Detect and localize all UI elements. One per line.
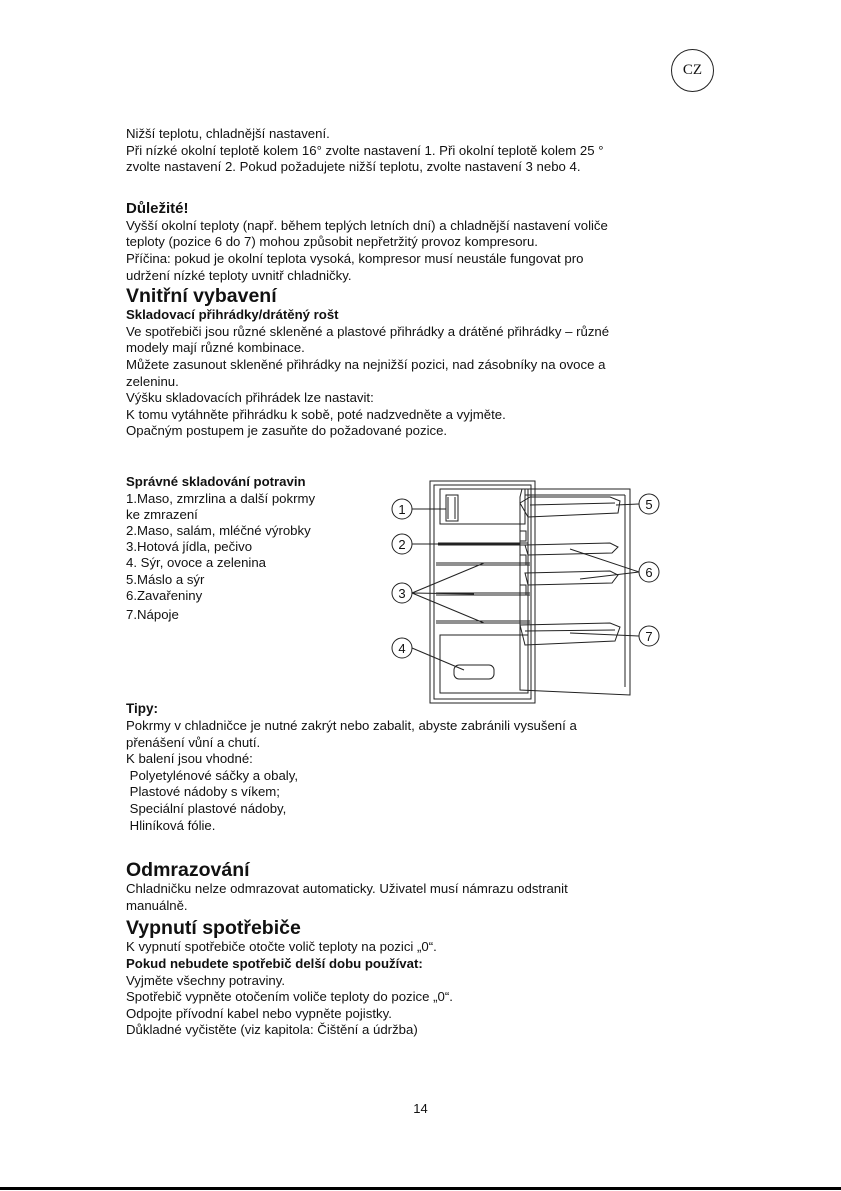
callout-label: 6 — [645, 565, 653, 580]
important-line: Vyšší okolní teploty (např. během teplých letních dní) a chladnější nastavení voliče — [126, 217, 608, 233]
callout-label: 2 — [398, 537, 406, 552]
intro-line: Při nízké okolní teplotě kolem 16° zvolte nastavení 1. Při okolní teplotě kolem 25 ° — [126, 142, 604, 158]
storage-item: 7.Nápoje — [126, 607, 179, 623]
main-content — [126, 126, 726, 440]
crisper-drawer — [440, 635, 528, 693]
equipment-line: Můžete zasunout skleněné přihrádky na nejnižší pozici, nad zásobníky na ovoce a — [126, 356, 606, 372]
tips-line: Pokrmy v chladničce je nutné zakrýt nebo zabalit, abyste zabránili vysušení a — [126, 718, 577, 733]
door-outline — [520, 489, 630, 695]
intro-line: zvolte nastavení 2. Pokud požadujete nižší teplotu, zvolte nastavení 3 nebo 4. — [126, 159, 581, 175]
callout-label: 5 — [645, 497, 653, 512]
page-number: 14 — [413, 1101, 428, 1116]
defrost-heading: Odmrazování — [126, 859, 250, 882]
switchoff-line: Spotřebič vypněte otočením voliče teploty do pozice „0“. — [126, 989, 453, 1005]
callout-label: 4 — [398, 641, 406, 656]
important-section — [126, 200, 726, 284]
storage-item: ke zmrazení — [126, 506, 198, 522]
defrost-section — [126, 859, 726, 914]
storage-item: 4. Sýr, ovoce a zelenina — [126, 555, 267, 571]
equipment-line: K tomu vytáhněte přihrádku k sobě, poté nadzvedněte a vyjměte. — [126, 406, 506, 422]
storage-item: 6.Zavařeniny — [126, 587, 203, 603]
tips-line: K balení jsou vhodné: — [126, 751, 253, 767]
intro-section — [126, 126, 726, 176]
equipment-line: zeleninu. — [126, 373, 179, 389]
tips-line: Hliníková fólie. — [126, 817, 216, 833]
freezer-compartment — [440, 489, 525, 524]
equipment-line: Opačným postupem je zasuňte do požadované pozice. — [126, 423, 448, 439]
equipment-subheading: Skladovací přihrádky/drátěný rošt — [126, 307, 339, 323]
fridge-diagram — [380, 475, 700, 710]
door-shelf — [525, 571, 618, 585]
leader-line — [570, 549, 639, 572]
leader-line — [412, 648, 464, 670]
switchoff-line: Vyjměte všechny potraviny. — [126, 972, 286, 988]
leader-line — [412, 593, 484, 623]
storage-item: 3.Hotová jídla, pečivo — [126, 539, 253, 555]
bottom-rule — [0, 1187, 841, 1190]
important-line: teploty (pozice 6 do 7) mohou způsobit nepřetržitý provoz kompresoru. — [126, 234, 538, 250]
crisper-handle — [454, 665, 494, 679]
switchoff-heading: Vypnutí spotřebiče — [126, 917, 301, 940]
defrost-line: Chladničku nelze odmrazovat automaticky. Uživatel musí námrazu odstranit — [126, 881, 568, 897]
important-heading: Důležité! — [126, 199, 189, 217]
equipment-line: Výšku skladovacích přihrádek lze nastavit: — [126, 390, 374, 406]
tips-line: Plastové nádoby s víkem; — [126, 784, 280, 800]
tips-line: Speciální plastové nádoby, — [126, 800, 287, 816]
tips-line: přenášení vůní a chutí. — [126, 734, 261, 750]
storage-item: 2.Maso, salám, mléčné výrobky — [126, 523, 311, 538]
language-badge: CZ — [671, 49, 714, 92]
switchoff-subheading: Pokud nebudete spotřebič delší dobu používat: — [126, 955, 423, 971]
tips-line: Polyetylénové sáčky a obaly, — [126, 767, 299, 783]
switchoff-section — [126, 917, 726, 1039]
callout-label: 7 — [645, 629, 653, 644]
leader-line — [570, 633, 639, 636]
tips-section — [126, 700, 726, 834]
storage-item: 1.Maso, zmrzlina a další pokrmy — [126, 490, 316, 506]
tips-heading: Tipy: — [126, 701, 159, 716]
callout-label: 3 — [398, 586, 406, 601]
cabinet-inner — [434, 485, 531, 699]
leader-line — [412, 563, 484, 593]
equipment-line: modely mají různé kombinace. — [126, 340, 305, 356]
callout-label: 1 — [398, 502, 406, 517]
switchoff-line: Odpojte přívodní kabel nebo vypněte pojistky. — [126, 1005, 392, 1021]
switchoff-line: Důkladné vyčistěte (viz kapitola: Čištění a údržba) — [126, 1022, 418, 1038]
equipment-line: Ve spotřebiči jsou různé skleněné a plastové přihrádky a drátěné přihrádky – různé — [126, 323, 610, 339]
storage-heading: Správné skladování potravin — [126, 474, 306, 489]
important-line: Příčina: pokud je okolní teplota vysoká, kompresor musí neustále fungovat pro — [126, 250, 584, 266]
equipment-heading: Vnitřní vybavení — [126, 285, 277, 308]
storage-item: 5.Máslo a sýr — [126, 571, 205, 587]
switchoff-line: K vypnutí spotřebiče otočte volič teploty na pozici „0“. — [126, 939, 437, 955]
equipment-section — [126, 285, 726, 440]
important-line: udržení nízké teploty uvnitř chladničky. — [126, 267, 352, 283]
lower-content — [126, 700, 726, 1039]
defrost-line: manuálně. — [126, 897, 188, 913]
intro-line: Nižší teplotu, chladnější nastavení. — [126, 126, 330, 141]
storage-section — [126, 474, 366, 623]
